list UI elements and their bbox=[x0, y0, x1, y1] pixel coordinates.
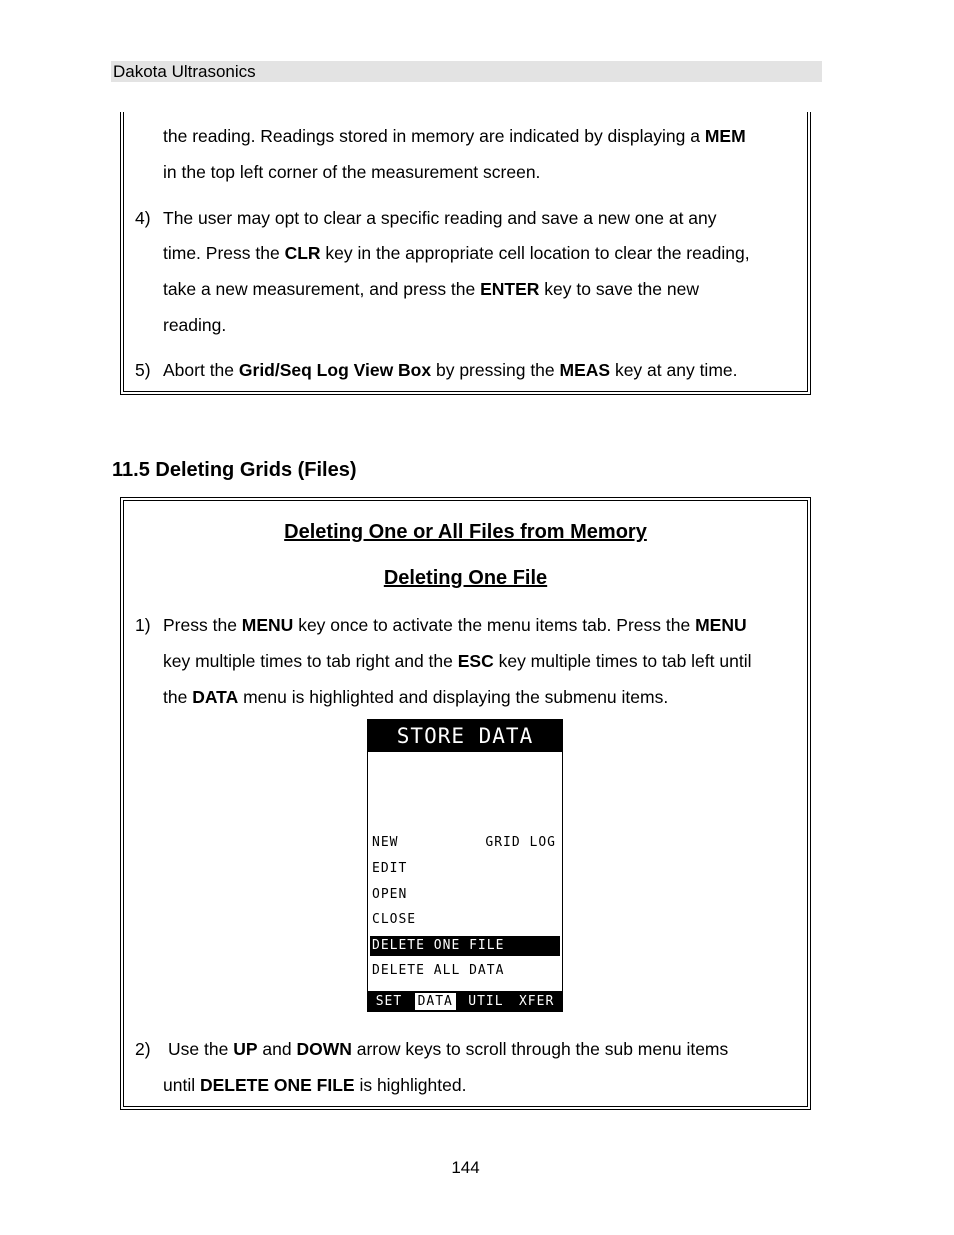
step-2-line-2: until DELETE ONE FILE is highlighted. bbox=[163, 1075, 467, 1095]
step-4-line-3: take a new measurement, and press the ENTER key to save the new bbox=[163, 279, 699, 299]
lcd-tab-set: SET bbox=[375, 993, 403, 1009]
lcd-tab-xfer: XFER bbox=[518, 993, 555, 1009]
page-number: 144 bbox=[451, 1158, 480, 1177]
section-heading: 11.5 Deleting Grids (Files) bbox=[112, 459, 357, 481]
header-company: Dakota Ultrasonics bbox=[113, 62, 256, 81]
step-4-number: 4) bbox=[135, 208, 151, 228]
continuation-line-1: the reading. Readings stored in memory are indicated by displaying a MEM bbox=[163, 126, 746, 146]
step-1-line-2: key multiple times to tab right and the ESC key multiple times to tab left until bbox=[163, 651, 752, 671]
lcd-screen bbox=[367, 719, 563, 1012]
step-4-line-4: reading. bbox=[163, 315, 227, 335]
lcd-item-close: CLOSE bbox=[372, 912, 417, 927]
step-2-line-1: Use the UP and DOWN arrow keys to scroll through the sub menu items bbox=[168, 1039, 729, 1059]
continuation-line-2: in the top left corner of the measurement screen. bbox=[163, 162, 541, 182]
lcd-menu-tabs bbox=[368, 991, 562, 1011]
lcd-grid-log-label: GRID LOG bbox=[485, 835, 556, 850]
step-1-line-3: the DATA menu is highlighted and displaying the submenu items. bbox=[163, 687, 669, 707]
lcd-item-delete-all-data: DELETE ALL DATA bbox=[372, 963, 505, 978]
step-5-number: 5) bbox=[135, 360, 151, 380]
step-4-line-2: time. Press the CLR key in the appropriate cell location to clear the reading, bbox=[163, 243, 750, 263]
lcd-tab-util: UTIL bbox=[468, 993, 504, 1009]
lcd-item-new: NEW bbox=[372, 835, 399, 850]
step-1-number: 1) bbox=[135, 615, 151, 635]
step-5-line: Abort the Grid/Seq Log View Box by pressing the MEAS key at any time. bbox=[163, 360, 738, 380]
step-1-line-1: Press the MENU key once to activate the menu items tab. Press the MENU bbox=[163, 615, 747, 635]
lcd-item-open: OPEN bbox=[372, 887, 408, 902]
lcd-tab-data: DATA bbox=[415, 993, 456, 1010]
lcd-item-edit: EDIT bbox=[372, 861, 408, 876]
lcd-item-delete-one-file: DELETE ONE FILE bbox=[370, 936, 560, 956]
step-4-line-1: The user may opt to clear a specific reading and save a new one at any bbox=[163, 208, 717, 228]
box-title: Deleting One or All Files from Memory bbox=[284, 521, 647, 543]
lcd-title: STORE DATA bbox=[368, 720, 562, 752]
step-2-number: 2) bbox=[135, 1039, 151, 1059]
box-subtitle: Deleting One File bbox=[383, 567, 548, 589]
page-header bbox=[111, 61, 822, 82]
